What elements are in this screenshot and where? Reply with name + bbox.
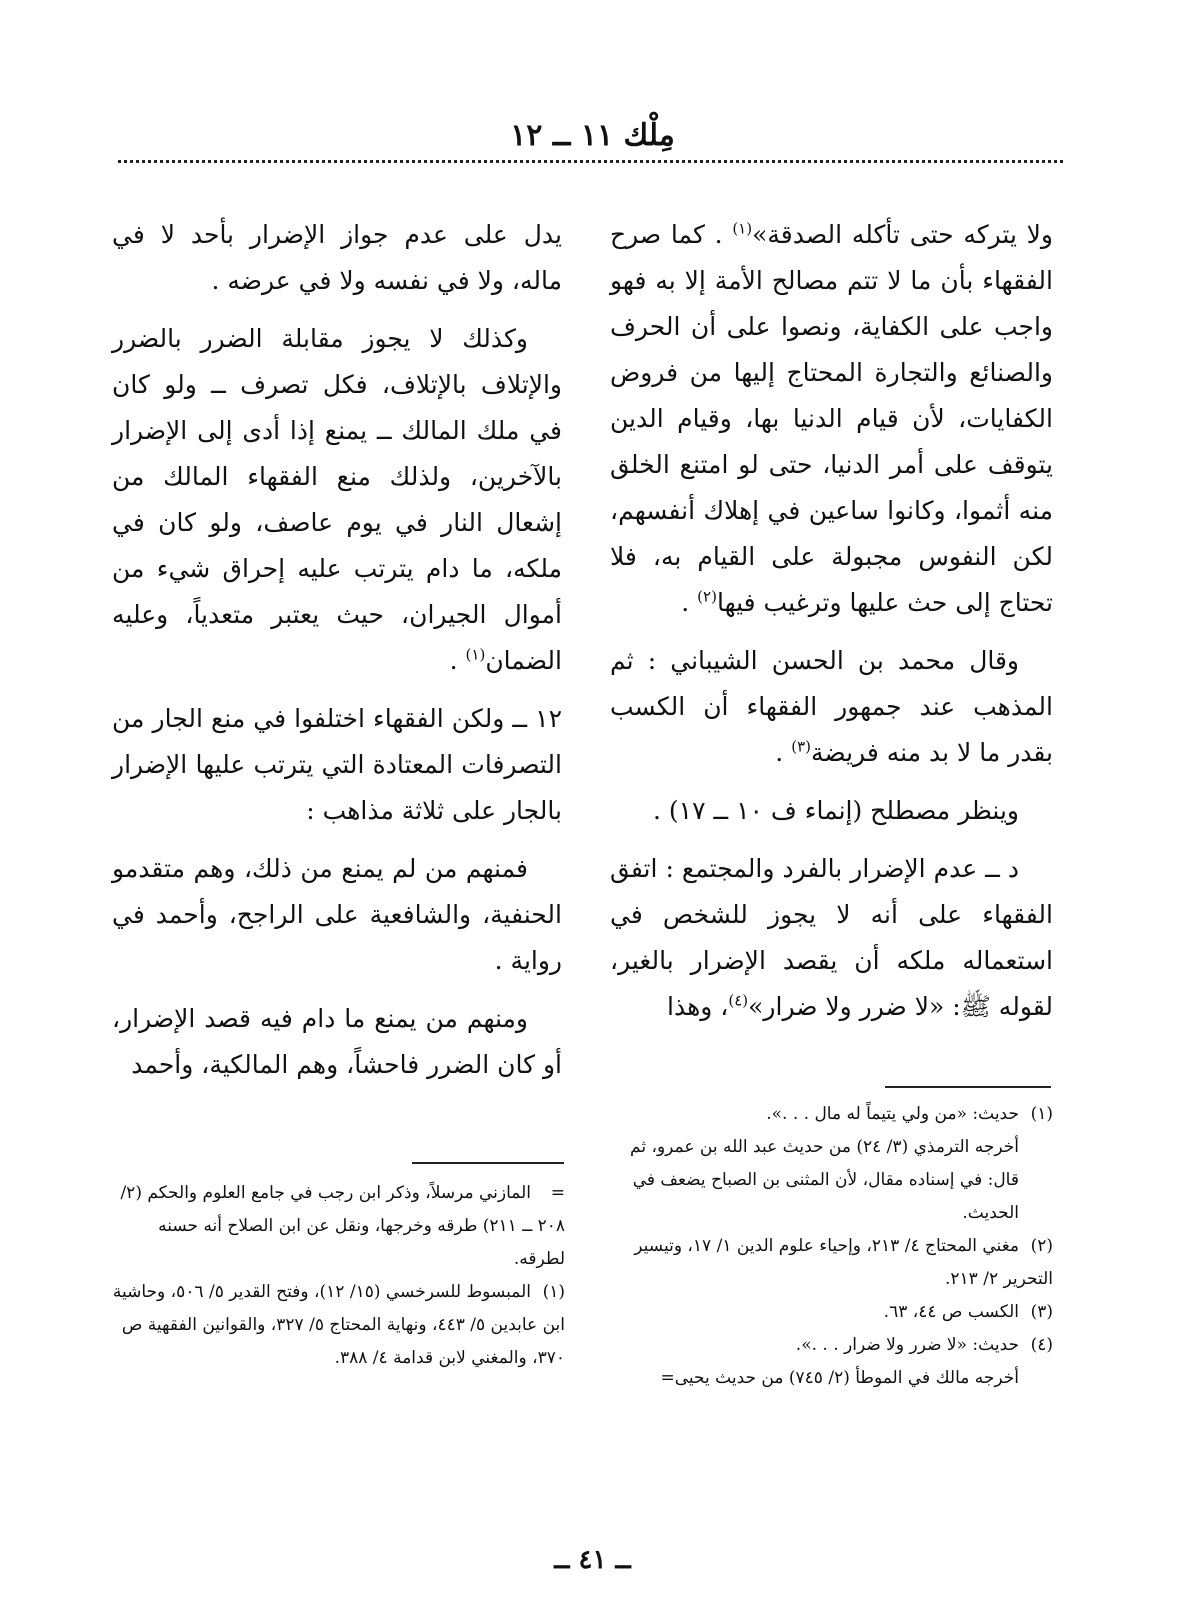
footnote: أخرجه مالك في الموطأ (٢/ ٧٤٥) من حديث يحيى= — [660, 1368, 1019, 1388]
footnote: أخرجه الترمذي (٣/ ٢٤) من حديث عبد الله بن عمرو، ثم قال: في إسناده مقال، لأن المثنى بن الصباح يضعف في الحديث. — [630, 1137, 1019, 1223]
paragraph: يدل على عدم جواز الإضرار بأحد لا في ماله، ولا في نفسه ولا في عرضه . — [112, 220, 562, 295]
footnote-ref[interactable]: (٣) — [791, 737, 811, 756]
footnote: =المازني مرسلاً، وذكر ابن رجب في جامع العلوم والحكم (٢/ ٢٠٨ ــ ٢١١) طرقه وخرجها، ونقل عن ابن الصلاح أنه حسنه لطرقه. — [120, 1183, 565, 1269]
paragraph: ١٢ ــ ولكن الفقهاء اختلفوا في منع الجار من التصرفات المعتادة التي يترتب عليها الإضرار بالجار على ثلاثة مذاهب : — [112, 704, 562, 825]
paragraph: وكذلك لا يجوز مقابلة الضرر بالضرر والإتلاف بالإتلاف، فكل تصرف ــ ولو كان في ملك المالك ــ يمنع إذا أدى إلى الإضرار بالآخرين، ولذلك منع الفقهاء المالك من إشعال النار في يوم عاصف، ولو كان في ملكه، ما دام يترتب عليه إحراق شيء من أموال الجيران، حيث يعتبر متعدياً، وعليه الضمان$^{(١)}$ . — [112, 324, 562, 675]
page-header: مِلْك ١١ ــ ١٢ — [510, 118, 675, 153]
footnote: (٢)مغني المحتاج ٤/ ٢١٣، وإحياء علوم الدين ١/ ١٧، وتيسير التحرير ٢/ ٢١٣. — [634, 1236, 1053, 1289]
footnote: (٤)حديث: «لا ضرر ولا ضرار . . .». — [795, 1335, 1053, 1355]
footnote: (١)حديث: «من ولي يتيماً له مال . . .». — [766, 1104, 1053, 1124]
paragraph: وقال محمد بن الحسن الشيباني : ثم المذهب عند جمهور الفقهاء أن الكسب بقدر ما لا بد منه فريضة$^{(٣)}$ . — [610, 646, 1053, 767]
footnote-ref[interactable]: (١) — [465, 645, 486, 664]
footnote-separator — [412, 1162, 564, 1164]
footnote-ref[interactable]: (١) — [732, 219, 753, 238]
footnotes-right — [598, 1098, 1053, 1395]
footnote: (٣)الكسب ص ٤٤، ٦٣. — [883, 1302, 1053, 1322]
left-column — [112, 212, 562, 1100]
footnote-ref[interactable]: (٢) — [697, 587, 717, 606]
footnote-ref[interactable]: (٤) — [728, 991, 749, 1010]
paragraph: ولا يتركه حتى تأكله الصدقة»$^{(١)}$ . كما صرح الفقهاء بأن ما لا تتم مصالح الأمة إلا به فهو واجب على الكفاية، ونصوا على أن الحرف والصنائع والتجارة المحتاج إليها من فروض الكفايات، لأن قيام الدنيا بها، وقيام الدين يتوقف على أمر الدنيا، حتى لو امتنع الخلق منه أثموا، وكانوا ساعين في إهلاك أنفسهم، لكن النفوس مجبولة على القيام به، فلا تحتاج إلى حث عليها وترغيب فيها$^{(٢)}$ . — [610, 219, 1053, 617]
page-number: ــ ٤١ ــ — [554, 1545, 631, 1575]
footnote: (١)المبسوط للسرخسي (١٥/ ١٢)، وفتح القدير ٥/ ٥٠٦، وحاشية ابن عابدين ٥/ ٤٤٣، ونهاية المحتاج ٥/ ٣٢٧، والقوانين الفقهية ص ٣٧٠، والمغني لابن قدامة ٤/ ٣٨٨. — [112, 1282, 565, 1368]
right-column — [610, 212, 1053, 1042]
paragraph: ومنهم من يمنع ما دام فيه قصد الإضرار، أو كان الضرر فاحشاً، وهم المالكية، وأحمد — [112, 1004, 562, 1079]
paragraph: د ــ عدم الإضرار بالفرد والمجتمع : اتفق الفقهاء على أنه لا يجوز للشخص في استعماله ملكه أن يقصد الإضرار بالغير، لقوله ﷺ: «لا ضرر ولا ضرار»$^{(٤)}$، وهذا — [610, 854, 1053, 1021]
footnotes-left — [110, 1177, 565, 1375]
paragraph: وينظر مصطلح (إنماء ف ١٠ ــ ١٧) . — [653, 796, 1019, 825]
header-dotted-divider — [118, 160, 1063, 163]
paragraph: فمنهم من لم يمنع من ذلك، وهم متقدمو الحنفية، والشافعية على الراجح، وأحمد في رواية . — [112, 854, 562, 975]
footnote-separator — [885, 1086, 1051, 1088]
